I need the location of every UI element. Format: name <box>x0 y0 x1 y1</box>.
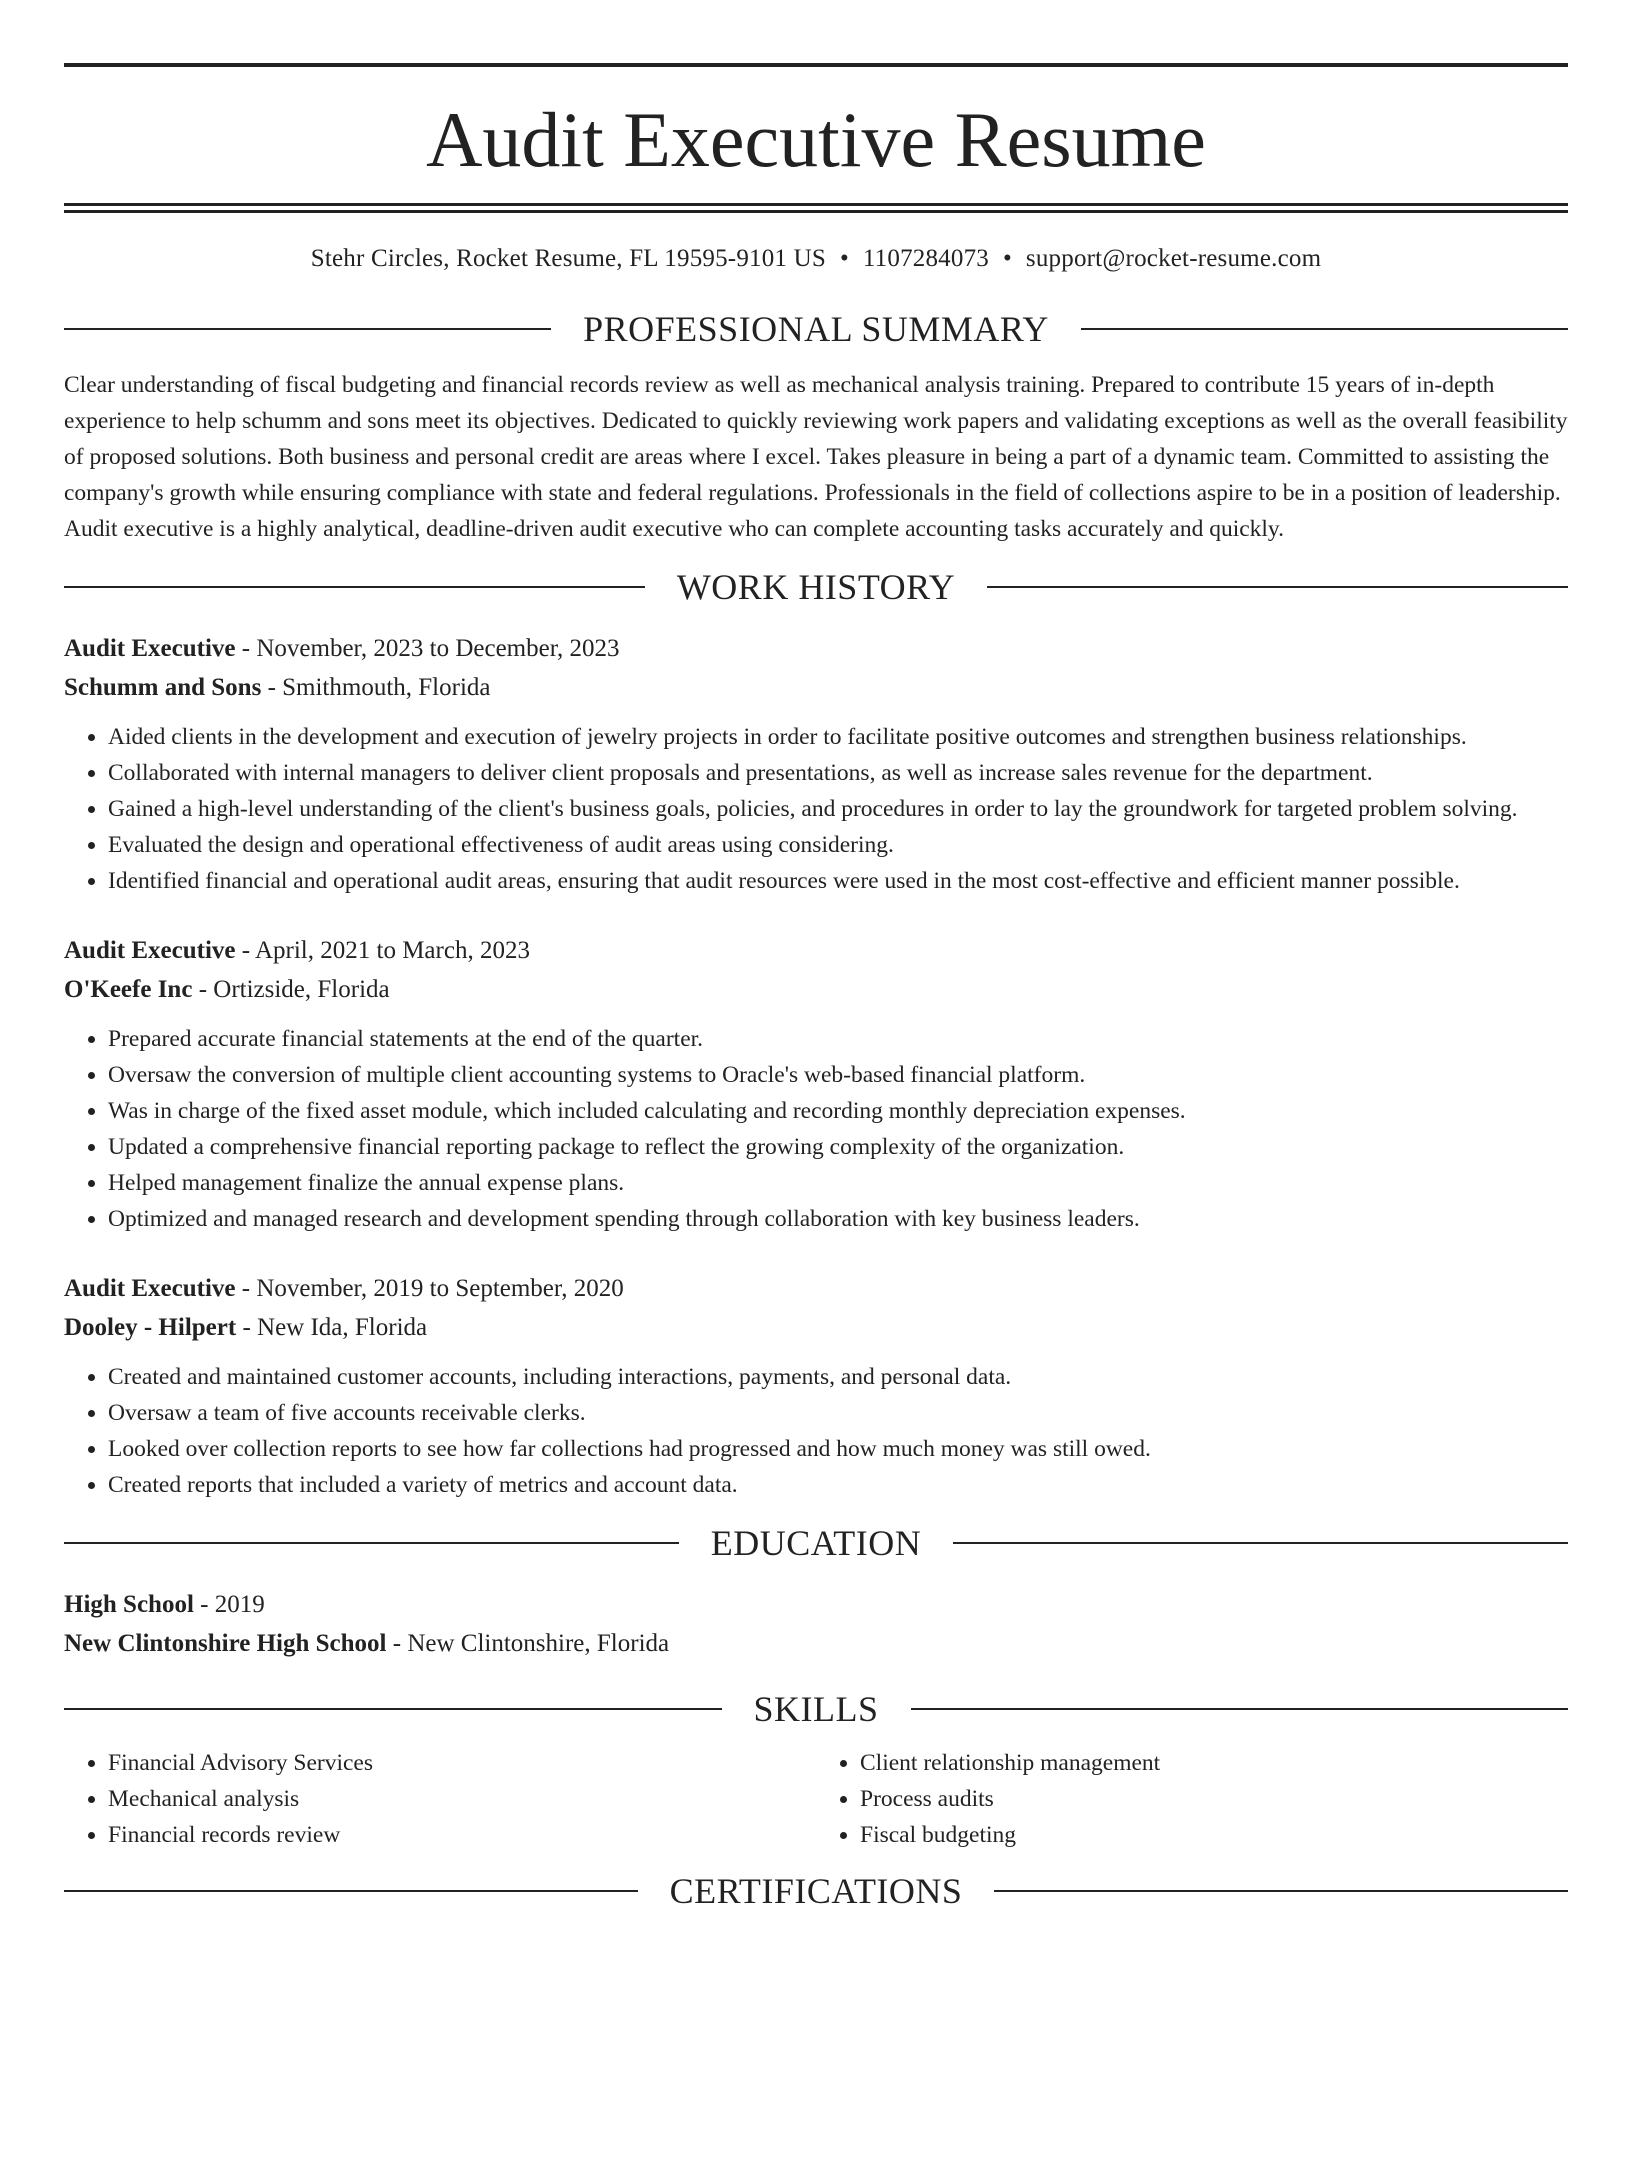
skills-column-right <box>816 1745 1568 1853</box>
skill-item: • Financial records review <box>108 1817 816 1853</box>
job-title-line <box>64 1269 1568 1308</box>
job-bullet: • Prepared accurate financial statements at the end of the quarter. <box>108 1021 1568 1057</box>
section-rule <box>953 1542 1568 1544</box>
education-degree: High School <box>64 1591 194 1618</box>
job-bullet: • Gained a high-level understanding of the client's business goals, policies, and procedures in order to lay the groundwork for targeted problem solving. <box>108 791 1568 827</box>
title-double-rule <box>64 203 1568 213</box>
section-rule <box>64 1542 679 1544</box>
section-rule <box>64 1890 638 1892</box>
skill-item: • Process audits <box>860 1781 1568 1817</box>
section-rule <box>64 1708 722 1710</box>
section-title: EDUCATION <box>710 1523 922 1563</box>
education-school-line <box>64 1624 1568 1663</box>
contact-phone: 1107284073 <box>862 245 989 272</box>
job-entry <box>64 931 1568 1237</box>
section-rule <box>994 1890 1568 1892</box>
education-year: - 2019 <box>193 1591 265 1618</box>
skill-item: • Client relationship management <box>860 1745 1568 1781</box>
job-bullet: • Created reports that included a variety of metrics and account data. <box>108 1467 1568 1503</box>
job-bullet: • Looked over collection reports to see how far collections had progressed and how much money was still owed. <box>108 1431 1568 1467</box>
job-title-line <box>64 931 1568 970</box>
education-location: - New Clintonshire, Florida <box>386 1630 670 1657</box>
section-rule <box>1081 328 1568 330</box>
section-title: WORK HISTORY <box>676 567 956 607</box>
education-entry <box>64 1585 1568 1663</box>
job-bullet: • Created and maintained customer accounts, including interactions, payments, and personal data. <box>108 1359 1568 1395</box>
education-degree-line <box>64 1585 1568 1624</box>
job-entry <box>64 1269 1568 1503</box>
job-title-line <box>64 629 1568 668</box>
job-bullet: • Updated a comprehensive financial reporting package to reflect the growing complexity of the organization. <box>108 1129 1568 1165</box>
job-dates: - November, 2019 to September, 2020 <box>235 1275 624 1302</box>
job-title: Audit Executive <box>64 1275 236 1302</box>
section-header-work-history <box>64 559 1568 615</box>
job-company-line <box>64 668 1568 707</box>
skill-item: • Financial Advisory Services <box>108 1745 816 1781</box>
job-company-line <box>64 970 1568 1009</box>
skill-item: • Fiscal budgeting <box>860 1817 1568 1853</box>
section-title: PROFESSIONAL SUMMARY <box>583 309 1049 349</box>
professional-summary: Clear understanding of fiscal budgeting and financial records review as well as mechanical analysis training. Prepared to contribute 15 years of in-depth experience to help schumm and sons meet its objectives. Dedicated to quickly reviewing work papers and validating exceptions as well as the overall feasibility of proposed solutions. Both business and personal credit are areas where I excel. Takes pleasure in being a part of a dynamic team. Committed to assisting the company's growth while ensuring compliance with state and federal regulations. Professionals in the field of collections aspire to be in a position of leadership. Audit executive is a highly analytical, deadline-driven audit executive who can complete accounting tasks accurately and quickly. <box>64 372 1568 542</box>
job-bullet: • Collaborated with internal managers to deliver client proposals and presentations, as well as increase sales revenue for the department. <box>108 755 1568 791</box>
contact-address: Stehr Circles, Rocket Resume, FL 19595-9101 US <box>310 245 826 272</box>
job-title: Audit Executive <box>64 937 236 964</box>
job-bullet: • Oversaw a team of five accounts receivable clerks. <box>108 1395 1568 1431</box>
contact-line <box>64 245 1568 281</box>
job-dates: - April, 2021 to March, 2023 <box>235 937 530 964</box>
resume-title: Audit Executive Resume <box>426 96 1206 183</box>
section-title: SKILLS <box>753 1689 879 1729</box>
job-bullet: • Identified financial and operational audit areas, ensuring that audit resources were used in the most cost-effective and efficient manner possible. <box>108 863 1568 899</box>
job-bullet: • Aided clients in the development and execution of jewelry projects in order to facilitate positive outcomes and strengthen business relationships. <box>108 719 1568 755</box>
job-title: Audit Executive <box>64 635 236 662</box>
job-company-line <box>64 1308 1568 1347</box>
job-bullet: • Helped management finalize the annual expense plans. <box>108 1165 1568 1201</box>
job-bullets <box>64 1359 1568 1503</box>
job-dates: - November, 2023 to December, 2023 <box>235 635 620 662</box>
job-bullet: • Was in charge of the fixed asset module, which included calculating and recording monthly depreciation expenses. <box>108 1093 1568 1129</box>
job-entry <box>64 629 1568 899</box>
job-bullets <box>64 719 1568 899</box>
job-location: - Ortizside, Florida <box>192 976 390 1003</box>
job-bullet: • Optimized and managed research and development spending through collaboration with key business leaders. <box>108 1201 1568 1237</box>
job-bullet: • Evaluated the design and operational effectiveness of audit areas using considering. <box>108 827 1568 863</box>
job-company: O'Keefe Inc <box>64 976 193 1003</box>
education-school: New Clintonshire High School <box>64 1630 387 1657</box>
contact-email: support@rocket-resume.com <box>1025 245 1322 272</box>
skill-item: • Mechanical analysis <box>108 1781 816 1817</box>
section-header-summary <box>64 301 1568 357</box>
contact-separator: • <box>839 245 849 272</box>
section-header-skills <box>64 1681 1568 1737</box>
contact-separator: • <box>1002 245 1012 272</box>
section-header-education <box>64 1515 1568 1571</box>
section-rule <box>64 586 645 588</box>
job-bullets <box>64 1021 1568 1237</box>
job-location: - Smithmouth, Florida <box>261 674 491 701</box>
skills-list <box>64 1745 1568 1853</box>
section-title: CERTIFICATIONS <box>669 1871 963 1911</box>
resume-page <box>0 63 1632 2175</box>
section-rule <box>64 328 551 330</box>
section-header-certifications <box>64 1863 1568 1919</box>
job-bullet: • Oversaw the conversion of multiple client accounting systems to Oracle's web-based financial platform. <box>108 1057 1568 1093</box>
top-rule <box>64 63 1568 67</box>
job-company: Dooley - Hilpert <box>64 1314 237 1341</box>
skills-column-left <box>64 1745 816 1853</box>
section-rule <box>911 1708 1569 1710</box>
job-company: Schumm and Sons <box>64 674 262 701</box>
section-rule <box>987 586 1568 588</box>
job-location: - New Ida, Florida <box>236 1314 428 1341</box>
